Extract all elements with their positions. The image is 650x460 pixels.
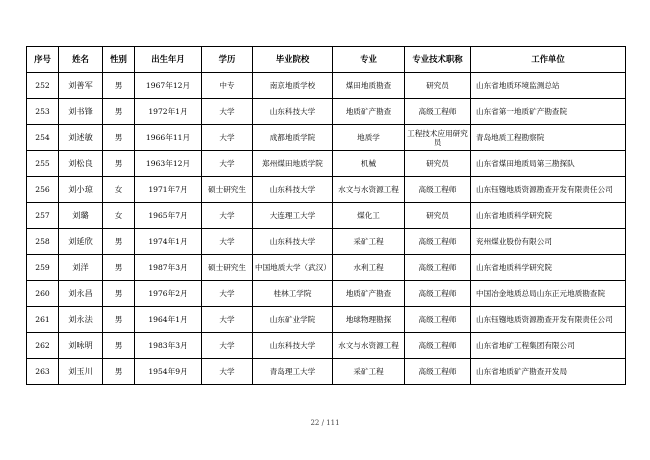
cell-name: 刘永法 [59,307,103,333]
table-row [27,73,626,99]
table-row [27,229,626,255]
cell-birth: 1974年1月 [135,229,202,255]
cell-school: 山东科技大学 [253,99,333,125]
table-row [27,151,626,177]
cell-birth: 1972年1月 [135,99,202,125]
cell-education: 大学 [202,333,253,359]
cell-seq: 262 [27,333,59,359]
cell-name: 刘咏明 [59,333,103,359]
header-gender: 性别 [103,47,135,73]
cell-gender: 女 [103,203,135,229]
cell-employer: 山东省第一地质矿产勘查院 [471,99,626,125]
table-body [27,73,626,385]
cell-seq: 260 [27,281,59,307]
table-row [27,333,626,359]
cell-education: 中专 [202,73,253,99]
cell-gender: 女 [103,177,135,203]
cell-seq: 258 [27,229,59,255]
header-education: 学历 [202,47,253,73]
table-row [27,281,626,307]
cell-name: 刘延欣 [59,229,103,255]
cell-major: 煤化工 [333,203,405,229]
cell-birth: 1987年3月 [135,255,202,281]
cell-title: 高级工程师 [405,307,471,333]
cell-school: 成都地质学院 [253,125,333,151]
cell-birth: 1954年9月 [135,359,202,385]
cell-gender: 男 [103,359,135,385]
cell-name: 刘善军 [59,73,103,99]
table-row [27,99,626,125]
header-employer: 工作单位 [471,47,626,73]
cell-seq: 254 [27,125,59,151]
cell-gender: 男 [103,255,135,281]
cell-title: 高级工程师 [405,177,471,203]
cell-birth: 1966年11月 [135,125,202,151]
cell-education: 硕士研究生 [202,255,253,281]
cell-gender: 男 [103,73,135,99]
cell-employer: 山东省煤田地质局第三勘探队 [471,151,626,177]
cell-seq: 259 [27,255,59,281]
cell-employer: 中国冶金地质总局山东正元地质勘查院 [471,281,626,307]
cell-employer: 山东钰镪地质资源勘查开发有限责任公司 [471,307,626,333]
cell-major: 机械 [333,151,405,177]
cell-title: 研究员 [405,73,471,99]
cell-title: 研究员 [405,151,471,177]
header-birth: 出生年月 [135,47,202,73]
cell-education: 大学 [202,125,253,151]
table-row [27,177,626,203]
cell-school: 郑州煤田地质学院 [253,151,333,177]
cell-school: 山东科技大学 [253,229,333,255]
cell-name: 刘书锋 [59,99,103,125]
header-title: 专业技术职称 [405,47,471,73]
cell-employer: 山东省地矿工程集团有限公司 [471,333,626,359]
cell-birth: 1964年1月 [135,307,202,333]
cell-title: 高级工程师 [405,359,471,385]
cell-seq: 263 [27,359,59,385]
cell-education: 大学 [202,307,253,333]
cell-major: 采矿工程 [333,229,405,255]
cell-gender: 男 [103,307,135,333]
cell-school: 山东科技大学 [253,333,333,359]
cell-education: 大学 [202,281,253,307]
cell-title: 研究员 [405,203,471,229]
cell-birth: 1965年7月 [135,203,202,229]
cell-employer: 山东省地质矿产勘查开发局 [471,359,626,385]
cell-school: 大连理工大学 [253,203,333,229]
cell-name: 刘洋 [59,255,103,281]
cell-seq: 256 [27,177,59,203]
cell-name: 刘述敏 [59,125,103,151]
cell-major: 地质矿产勘查 [333,99,405,125]
table-header-row [27,47,626,73]
cell-employer: 山东省地质科学研究院 [471,255,626,281]
cell-name: 刘玉川 [59,359,103,385]
cell-seq: 253 [27,99,59,125]
table-row [27,255,626,281]
cell-title: 工程技术应用研究员 [405,125,471,151]
cell-gender: 男 [103,99,135,125]
cell-gender: 男 [103,125,135,151]
cell-name: 刘松良 [59,151,103,177]
cell-title: 高级工程师 [405,99,471,125]
cell-employer: 兖州煤业股份有限公司 [471,229,626,255]
personnel-table [26,46,626,385]
cell-name: 刘小琼 [59,177,103,203]
table-row [27,203,626,229]
cell-birth: 1967年12月 [135,73,202,99]
cell-major: 地球物理勘探 [333,307,405,333]
cell-school: 中国地质大学（武汉） [253,255,333,281]
cell-gender: 男 [103,229,135,255]
cell-employer: 山东省地质科学研究院 [471,203,626,229]
cell-title: 高级工程师 [405,333,471,359]
cell-school: 桂林工学院 [253,281,333,307]
cell-employer: 青岛地质工程勘察院 [471,125,626,151]
cell-major: 水文与水资源工程 [333,333,405,359]
page-number: 22 / 111 [310,419,340,427]
cell-employer: 山东省地质环境监测总站 [471,73,626,99]
cell-name: 刘永昌 [59,281,103,307]
cell-title: 高级工程师 [405,255,471,281]
cell-education: 硕士研究生 [202,177,253,203]
table-row [27,125,626,151]
cell-major: 煤田地质勘查 [333,73,405,99]
cell-title: 高级工程师 [405,281,471,307]
header-name: 姓名 [59,47,103,73]
cell-major: 采矿工程 [333,359,405,385]
cell-seq: 255 [27,151,59,177]
cell-employer: 山东钰镪地质资源勘查开发有限责任公司 [471,177,626,203]
cell-school: 山东矿业学院 [253,307,333,333]
cell-education: 大学 [202,151,253,177]
cell-major: 地质学 [333,125,405,151]
cell-major: 地质矿产勘查 [333,281,405,307]
header-seq: 序号 [27,47,59,73]
table-row [27,359,626,385]
cell-birth: 1983年3月 [135,333,202,359]
cell-education: 大学 [202,229,253,255]
cell-seq: 257 [27,203,59,229]
header-major: 专业 [333,47,405,73]
cell-seq: 252 [27,73,59,99]
cell-major: 水利工程 [333,255,405,281]
cell-major: 水文与水资源工程 [333,177,405,203]
cell-birth: 1976年2月 [135,281,202,307]
header-school: 毕业院校 [253,47,333,73]
cell-gender: 男 [103,333,135,359]
cell-gender: 男 [103,281,135,307]
cell-school: 青岛理工大学 [253,359,333,385]
cell-birth: 1971年7月 [135,177,202,203]
cell-gender: 男 [103,151,135,177]
cell-seq: 261 [27,307,59,333]
cell-education: 大学 [202,203,253,229]
cell-school: 南京地质学校 [253,73,333,99]
cell-education: 大学 [202,359,253,385]
cell-education: 大学 [202,99,253,125]
cell-name: 刘璐 [59,203,103,229]
cell-school: 山东科技大学 [253,177,333,203]
cell-birth: 1963年12月 [135,151,202,177]
table-row [27,307,626,333]
cell-title: 高级工程师 [405,229,471,255]
